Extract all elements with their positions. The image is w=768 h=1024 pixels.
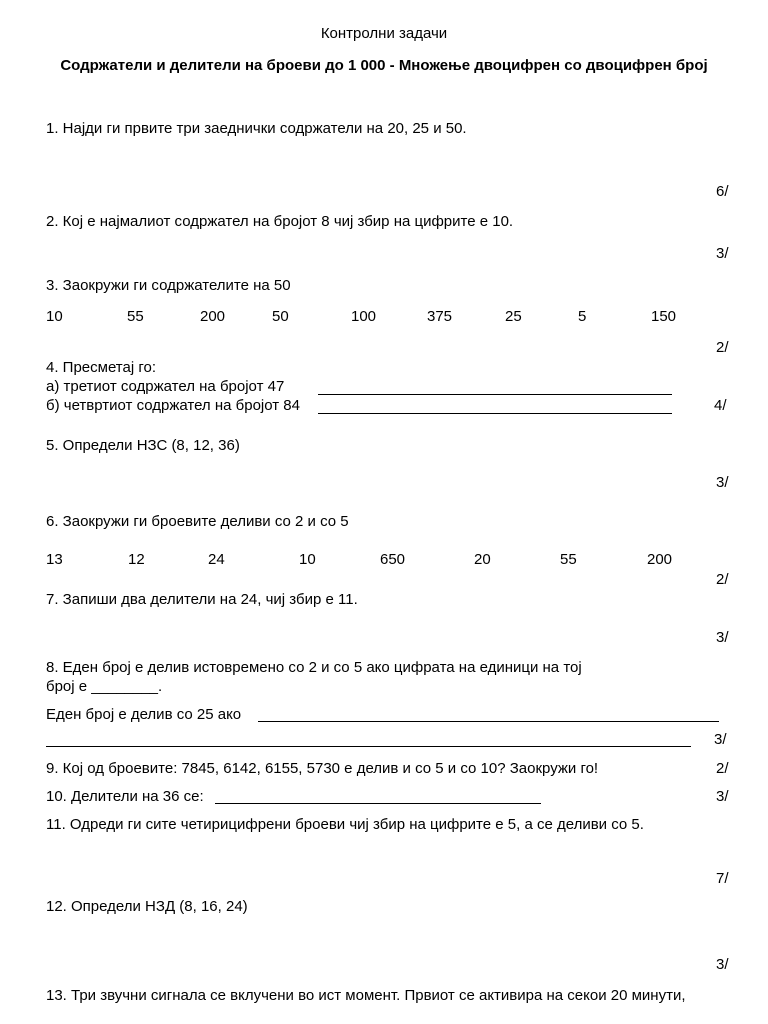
task-3-number[interactable]: 10 <box>46 308 63 325</box>
task-1-text: 1. Најди ги првите три заеднички содржатели на 20, 25 и 50. <box>46 120 467 137</box>
task-4-text: 4. Пресметај го: <box>46 359 156 376</box>
task-9-text: 9. Кој од броевите: 7845, 6142, 6155, 5730 е делив и со 5 и со 10? Заокружи го! <box>46 760 599 777</box>
task-4-points: 4/ <box>714 397 727 414</box>
task-6-number[interactable]: 650 <box>380 551 406 568</box>
task-3-number[interactable]: 100 <box>351 308 377 325</box>
task-1-points: 6/ <box>716 183 729 200</box>
task-6-number[interactable]: 24 <box>208 551 225 568</box>
task-3-number[interactable]: 200 <box>200 308 226 325</box>
task-6-number[interactable]: 200 <box>647 551 673 568</box>
answer-line[interactable] <box>318 413 672 414</box>
task-8-line1: 8. Еден број е делив истовремено со 2 и со 5 ако цифрата на единици на тој <box>46 659 582 676</box>
task-3-number[interactable]: 25 <box>505 308 522 325</box>
answer-line[interactable] <box>258 721 719 722</box>
task-2-points: 3/ <box>716 245 729 262</box>
task-7-points: 3/ <box>716 629 729 646</box>
task-6-number[interactable]: 55 <box>560 551 577 568</box>
answer-line[interactable] <box>215 803 541 804</box>
task-11-points: 7/ <box>716 870 729 887</box>
answer-line[interactable] <box>318 394 672 395</box>
task-12-text: 12. Определи НЗД (8, 16, 24) <box>46 898 248 915</box>
task-10-text: 10. Делители на 36 се: <box>46 788 204 805</box>
task-6-number[interactable]: 12 <box>128 551 145 568</box>
task-6-number[interactable]: 20 <box>474 551 491 568</box>
task-3-number[interactable]: 150 <box>651 308 677 325</box>
task-5-points: 3/ <box>716 474 729 491</box>
task-3-number[interactable]: 50 <box>272 308 289 325</box>
task-6-points: 2/ <box>716 571 729 588</box>
task-3-text: 3. Заокружи ги содржателите на 50 <box>46 277 291 294</box>
task-7-text: 7. Запиши два делители на 24, чиј збир е 11. <box>46 591 358 608</box>
page-title: Контролни задачи <box>320 25 448 42</box>
task-13-text: 13. Три звучни сигнала се вклучени во ист момент. Првиот се активира на секои 20 минути, <box>46 987 686 1004</box>
task-9-points: 2/ <box>716 760 729 777</box>
task-3-number[interactable]: 55 <box>127 308 144 325</box>
task-8-line3: Еден број е делив со 25 ако <box>46 706 242 723</box>
task-3-number[interactable]: 375 <box>427 308 453 325</box>
task-3-number[interactable]: 5 <box>578 308 587 325</box>
task-11-text: 11. Одреди ги сите четирицифрени броеви чиј збир на цифрите е 5, а се деливи со 5. <box>46 816 644 833</box>
task-6-number[interactable]: 10 <box>299 551 316 568</box>
answer-line[interactable] <box>46 746 691 747</box>
task-2-text: 2. Кој е најмалиот содржател на бројот 8 чиј збир на цифрите е 10. <box>46 213 514 230</box>
page-subtitle: Содржатели и делители на броеви до 1 000 - Множење двоцифрен со двоцифрен број <box>60 57 708 74</box>
task-12-points: 3/ <box>716 956 729 973</box>
task-8-line2: број е ________. <box>46 678 163 695</box>
task-8-points: 3/ <box>714 731 727 748</box>
task-4-b: б) четвртиот содржател на бројот 84 <box>46 397 300 414</box>
task-5-text: 5. Определи НЗС (8, 12, 36) <box>46 437 240 454</box>
task-4-a: а) третиот содржател на бројот 47 <box>46 378 285 395</box>
task-6-text: 6. Заокружи ги броевите деливи со 2 и со 5 <box>46 513 349 530</box>
task-6-number[interactable]: 13 <box>46 551 63 568</box>
task-10-points: 3/ <box>716 788 729 805</box>
task-3-points: 2/ <box>716 339 729 356</box>
